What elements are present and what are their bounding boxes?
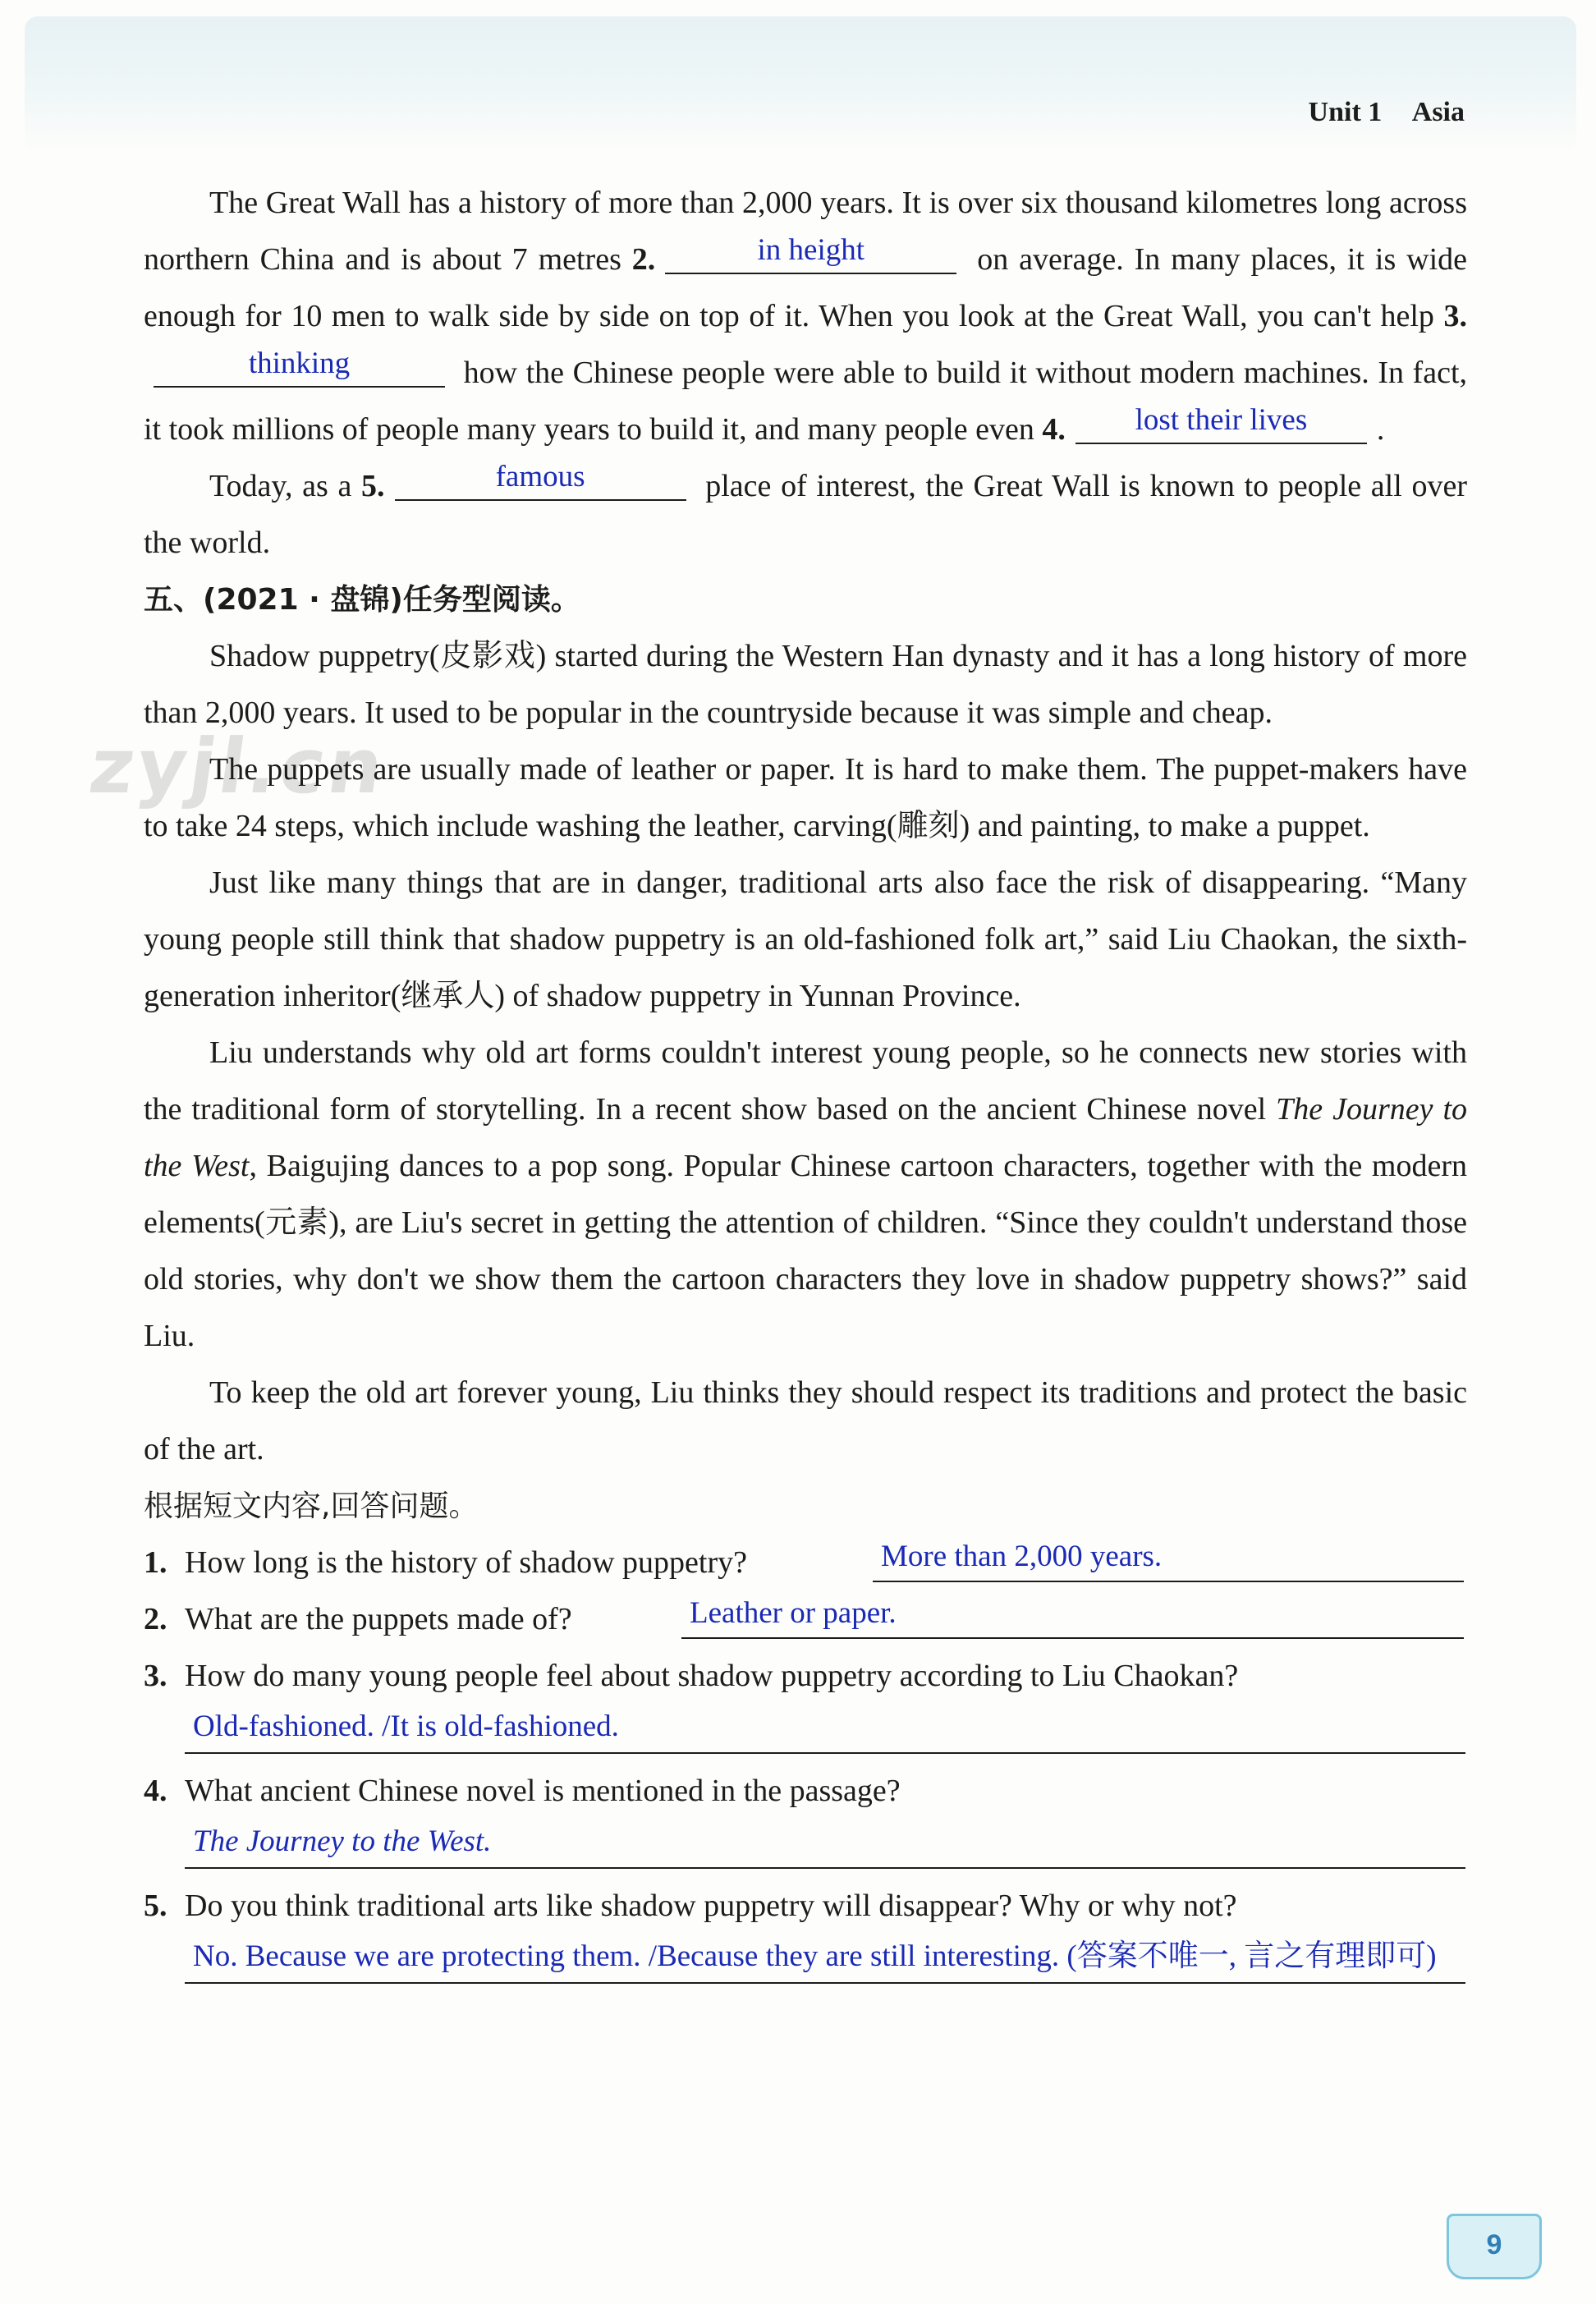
answer-line-2[interactable] — [681, 1591, 1464, 1639]
great-wall-paragraph-2 — [144, 458, 1467, 571]
shadow-paragraph-3: Just like many things that are in danger, traditional arts also face the risk of disappearing. “Many young people still think that shadow puppetry is an old-fashioned folk art,” said Liu Chaokan, the sixth-generation inheritor(继承人) of shadow puppetry in Yunnan Province. — [144, 865, 1467, 1013]
novel-title: The Journey to the West — [144, 1092, 1467, 1183]
blank-number: 4. — [1042, 412, 1066, 447]
blank-4[interactable] — [1075, 405, 1367, 444]
text: how the Chinese people were able to build it without modern machines. In fact, it took millions of people many years to build it, and many people even — [144, 356, 1468, 447]
question-3 — [144, 1648, 1467, 1705]
question-number: 2. — [144, 1602, 167, 1636]
question-2 — [144, 1591, 1467, 1648]
answer-text: More than 2,000 years. — [881, 1540, 1163, 1573]
question-number: 4. — [144, 1774, 167, 1808]
answer-text: Old-fashioned. /It is old-fashioned. — [193, 1710, 619, 1743]
answer-line-1[interactable] — [873, 1535, 1464, 1582]
great-wall-paragraph-1 — [144, 175, 1467, 458]
answer-line-4[interactable] — [185, 1820, 1465, 1869]
page-content — [144, 175, 1467, 1993]
answer-text: Leather or paper. — [690, 1596, 897, 1630]
instruction: 根据短文内容,回答问题。 — [144, 1489, 479, 1523]
question-1 — [144, 1535, 1467, 1591]
text: , Baigujing dances to a pop song. Popular Chinese cartoon characters, together with the modern elements(元素), are Liu's secret in getting the attention of children. “Since they couldn't understand those old stories, why don't we show them the cartoon characters they love in shadow puppetry shows?” said Liu. — [144, 1149, 1467, 1353]
question-text: What ancient Chinese novel is mentioned in the passage? — [185, 1774, 901, 1808]
blank-number: 3. — [1443, 299, 1467, 333]
header-band — [25, 16, 1576, 152]
text: The Great Wall has a history of more than 2,000 years. It is over six thousand kilometres long across northern China and is about 7 metres — [144, 186, 1467, 277]
answer-text: The Journey to the West. — [193, 1824, 492, 1858]
shadow-paragraph-2: The puppets are usually made of leather or paper. It is hard to make them. The puppet-makers have to take 24 steps, which include washing the leather, carving(雕刻) and painting, to make a puppet. — [144, 752, 1467, 843]
question-5 — [144, 1878, 1467, 1935]
text: on average. In many places, it is wide enough for 10 men to walk side by side on top of it. When you look at the Great Wall, you can't help — [144, 242, 1467, 333]
blank-number: 2. — [631, 242, 656, 277]
answer-text: No. Because we are protecting them. /Because they are still interesting. (答案不唯一, 言之有理即可) — [193, 1939, 1437, 1973]
shadow-paragraph-5: To keep the old art forever young, Liu thinks they should respect its traditions and protect the basic of the art. — [144, 1375, 1467, 1466]
answer-5: famous — [495, 460, 585, 493]
question-number: 5. — [144, 1889, 167, 1923]
question-text: What are the puppets made of? — [185, 1602, 572, 1636]
question-number: 3. — [144, 1659, 167, 1693]
text: . — [1376, 412, 1385, 447]
answer-line-3[interactable] — [185, 1705, 1465, 1754]
question-number: 1. — [144, 1545, 167, 1580]
shadow-paragraph-4 — [144, 1025, 1467, 1365]
page-header — [1286, 97, 1465, 128]
answer-2: in height — [757, 233, 865, 267]
blank-number: 5. — [361, 469, 385, 503]
text: Liu understands why old art forms couldn't interest young people, so he connects new stories with the traditional form of storytelling. In a recent show based on the ancient Chinese novel — [144, 1035, 1467, 1127]
page-number: 9 — [1447, 2214, 1542, 2279]
blank-5[interactable] — [395, 461, 686, 501]
section-heading: 五、(2021 · 盘锦)任务型阅读。 — [144, 583, 580, 617]
text: place of interest, the Great Wall is known to people all over the world. — [144, 469, 1467, 560]
question-text: Do you think traditional arts like shadow puppetry will disappear? Why or why not? — [185, 1889, 1237, 1923]
question-text: How long is the history of shadow puppetry? — [185, 1545, 747, 1580]
question-4 — [144, 1763, 1467, 1820]
text: Today, as a — [209, 469, 352, 503]
unit-topic: Asia — [1411, 97, 1465, 127]
blank-3[interactable] — [154, 348, 445, 388]
blank-2[interactable] — [665, 235, 956, 274]
shadow-paragraph-1: Shadow puppetry(皮影戏) started during the Western Han dynasty and it has a long history of more than 2,000 years. It used to be popular in the countryside because it was simple and cheap. — [144, 639, 1467, 730]
question-text: How do many young people feel about shadow puppetry according to Liu Chaokan? — [185, 1659, 1239, 1693]
unit-label: Unit 1 — [1308, 97, 1383, 127]
answer-3: thinking — [248, 347, 351, 380]
answer-4: lost their lives — [1135, 403, 1308, 437]
answer-line-5[interactable] — [185, 1935, 1465, 1984]
watermark: zyjl.cn — [84, 723, 392, 810]
